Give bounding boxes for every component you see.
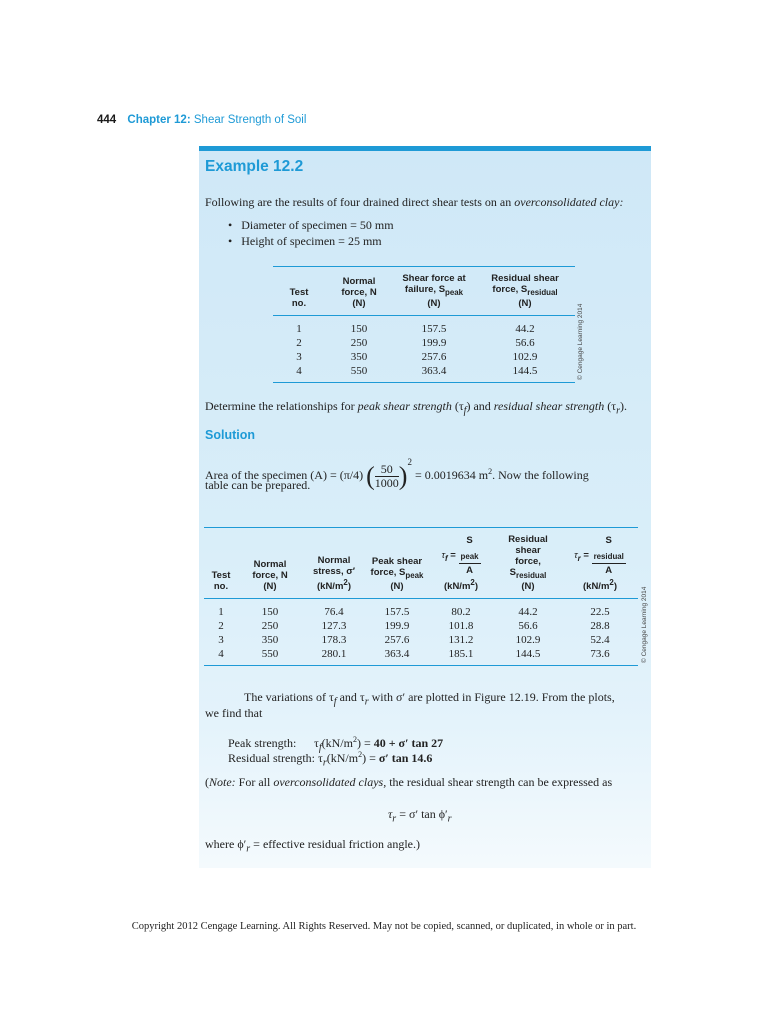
note-paragraph: (Note: For all overconsolidated clays, the residual shear strength can be expressed as	[205, 775, 613, 789]
table-cell: 76.4	[324, 606, 344, 619]
header-text: no.	[213, 581, 229, 593]
residual-formula: $\tau_r = \sigma'$ $\tan \phi'_r$	[388, 807, 452, 825]
header-text: Normal	[317, 554, 351, 566]
header-text: S	[466, 535, 473, 546]
table-row	[273, 350, 575, 364]
header-text: Test	[211, 570, 231, 582]
table-cell: 80.2	[451, 606, 471, 619]
header-text: force,	[515, 556, 541, 568]
table-cell: 28.8	[590, 620, 610, 633]
table-row	[204, 619, 638, 633]
copyright-footer: Copyright 2012 Cengage Learning. All Rights Reserved. May not be copied, scanned, or duplicated, in whole or in part.	[131, 921, 637, 932]
header-text: force, N	[341, 286, 377, 298]
table-cell: 4	[218, 648, 224, 661]
table-cell: 199.9	[421, 336, 447, 349]
table-cell: 157.5	[421, 322, 447, 335]
table-cell: 350	[261, 634, 279, 647]
header-text: (N)	[521, 581, 535, 593]
header-text: 2	[343, 577, 348, 587]
intro-paragraph	[205, 194, 623, 210]
header-text: (kN/m	[317, 581, 344, 593]
header-text: A	[466, 564, 473, 576]
header-text: peak	[405, 571, 424, 581]
header-text: peak	[460, 551, 479, 561]
chapter-title: Shear Strength of Soil	[193, 114, 307, 126]
table-cell: 350	[350, 350, 368, 363]
header-text	[459, 534, 481, 577]
table-cell: 44.2	[518, 606, 538, 619]
variations-line2: we find that	[205, 706, 263, 720]
determine-paragraph: Determine the relationships for peak shear strength $(\tau_f)$ and residual shear strength $(\tau_r)$.	[205, 399, 627, 417]
header-text: =	[447, 549, 459, 561]
table-cell: 550	[261, 648, 279, 661]
table-cell: 199.9	[384, 620, 410, 633]
header-text: S	[509, 567, 516, 579]
header-text: Shear force at	[402, 273, 466, 284]
table-cell: 250	[261, 620, 279, 633]
table-cell: 1	[296, 322, 302, 335]
col-header-tau-f	[428, 528, 494, 599]
table-cell: 144.5	[515, 648, 541, 661]
table-cell: 150	[350, 322, 368, 335]
header-text: (kN/m	[583, 581, 610, 593]
header-text: A	[605, 564, 613, 576]
header-text: Normal	[342, 275, 376, 287]
table-cell: 102.9	[512, 350, 538, 363]
table-cell: 127.3	[321, 620, 347, 633]
page-number: 444	[97, 114, 117, 126]
header-text: (N)	[263, 581, 277, 593]
where-line: where $\phi'_r$ = effective residual friction angle.)	[205, 837, 420, 855]
table-cell: 250	[350, 336, 368, 349]
header-text: residual	[516, 571, 547, 581]
intro-emphasis: overconsolidated clay:	[514, 195, 624, 209]
table-cell: 363.4	[421, 364, 447, 377]
table-cell: 56.6	[518, 620, 538, 633]
col-header-residual	[475, 267, 575, 316]
header-text: force, S	[492, 284, 528, 295]
computed-strength-table	[204, 527, 638, 666]
table-cell: 257.6	[421, 350, 447, 363]
bullet-item: • Diameter of specimen = 50 mm	[228, 218, 394, 232]
header-text: shear	[515, 545, 541, 557]
header-text: peak	[445, 287, 464, 297]
table-cell: 131.2	[448, 634, 474, 647]
col-header-test	[204, 528, 238, 599]
table-cell: 550	[350, 364, 368, 377]
table-row	[204, 647, 638, 666]
shear-test-table	[273, 266, 575, 383]
running-head	[97, 114, 306, 126]
table-cell: 1	[218, 606, 224, 619]
header-text: failure, S	[404, 284, 446, 295]
table-cell: 2	[218, 620, 224, 633]
area-line2: table can be prepared.	[205, 478, 311, 492]
header-text: =	[580, 549, 592, 561]
col-header-tau-r	[562, 528, 638, 599]
residual-strength-equation: Residual strength: $\tau_r(kN/m^2) = \sigma'$ tan 14.6	[228, 750, 433, 769]
area-equation: Area of the specimen (A) = (π/4) ( $\frac{50}{1000}$ )$^2$ = 0.0019634 $m^2$. Now the following	[205, 457, 589, 491]
header-text: (N)	[518, 297, 532, 309]
table-cell: 22.5	[590, 606, 610, 619]
header-text: (N)	[427, 297, 441, 309]
header-text: Residual	[508, 534, 548, 546]
table-header-row	[204, 528, 638, 599]
header-text	[592, 534, 626, 577]
header-text: Peak shear	[371, 556, 423, 568]
header-text: f	[445, 553, 448, 563]
header-text: 2	[470, 577, 475, 587]
header-text	[459, 534, 481, 564]
header-text: r	[577, 553, 581, 563]
col-header-test	[273, 267, 325, 316]
col-header-normal-force	[238, 528, 302, 599]
table-credit: © Cengage Learning 2014	[577, 303, 584, 380]
col-header-peak-shear	[366, 528, 428, 599]
table-credit: © Cengage Learning 2014	[641, 586, 648, 663]
table-cell: 157.5	[384, 606, 410, 619]
peak-strength-equation: Peak strength: $\tau_f(kN/m^2) = 40 + \sigma'$ tan 27	[228, 735, 444, 754]
table-cell: 4	[296, 364, 302, 377]
table-cell: 257.6	[384, 634, 410, 647]
col-header-normal-force	[325, 267, 393, 316]
table-row	[273, 336, 575, 350]
header-text: force, S	[370, 567, 406, 579]
header-text: residual	[527, 287, 558, 297]
header-text: )	[347, 581, 351, 593]
table-cell: 363.4	[384, 648, 410, 661]
header-text: (N)	[352, 297, 366, 309]
table-cell: 185.1	[448, 648, 474, 661]
table-cell: 73.6	[590, 648, 610, 661]
variations-line1: The variations of $\tau_f$ and $\tau_r$ with σ′ are plotted in Figure 12.19. From the plots,	[244, 690, 615, 708]
solution-heading: Solution	[205, 428, 255, 442]
bullet-text: Height of specimen = 25 mm	[241, 234, 382, 248]
table-cell: 2	[296, 336, 302, 349]
header-text: τ	[441, 549, 446, 561]
col-header-normal-stress	[302, 528, 366, 599]
header-text: no.	[291, 297, 307, 309]
header-text: residual	[593, 551, 624, 561]
table-cell: 52.4	[590, 634, 610, 647]
table-row	[273, 315, 575, 336]
header-text: τ	[574, 549, 578, 561]
table-cell: 3	[296, 350, 302, 363]
table-header-row	[273, 267, 575, 316]
col-header-shear-force	[393, 267, 475, 316]
bullet-item: • Height of specimen = 25 mm	[228, 234, 382, 248]
table-cell: 56.6	[515, 336, 535, 349]
header-text: )	[474, 581, 478, 593]
table-row	[273, 364, 575, 383]
header-text	[592, 534, 626, 564]
header-text: Normal	[253, 559, 287, 571]
header-text: force, N	[252, 570, 288, 582]
table-cell: 144.5	[512, 364, 538, 377]
header-text: Test	[289, 286, 309, 298]
example-title: Example 12.2	[205, 158, 304, 175]
header-text: Residual shear	[491, 273, 559, 284]
table-cell: 150	[261, 606, 279, 619]
header-text: S	[605, 535, 612, 546]
table-row	[204, 633, 638, 647]
header-text: )	[613, 581, 617, 593]
table-cell: 102.9	[515, 634, 541, 647]
table-cell: 44.2	[515, 322, 535, 335]
chapter-label: Chapter 12:	[127, 114, 191, 126]
header-text: (N)	[390, 581, 404, 593]
header-text: stress, σ′	[312, 565, 356, 577]
table-cell: 101.8	[448, 620, 474, 633]
table-row	[204, 599, 638, 620]
header-text: 2	[609, 577, 614, 587]
col-header-residual	[494, 528, 562, 599]
table-cell: 280.1	[321, 648, 347, 661]
table-cell: 178.3	[321, 634, 347, 647]
header-text: (kN/m	[444, 581, 471, 593]
table-cell: 3	[218, 634, 224, 647]
bullet-text: Diameter of specimen = 50 mm	[241, 218, 394, 232]
intro-text: Following are the results of four drained direct shear tests on an	[205, 195, 515, 209]
